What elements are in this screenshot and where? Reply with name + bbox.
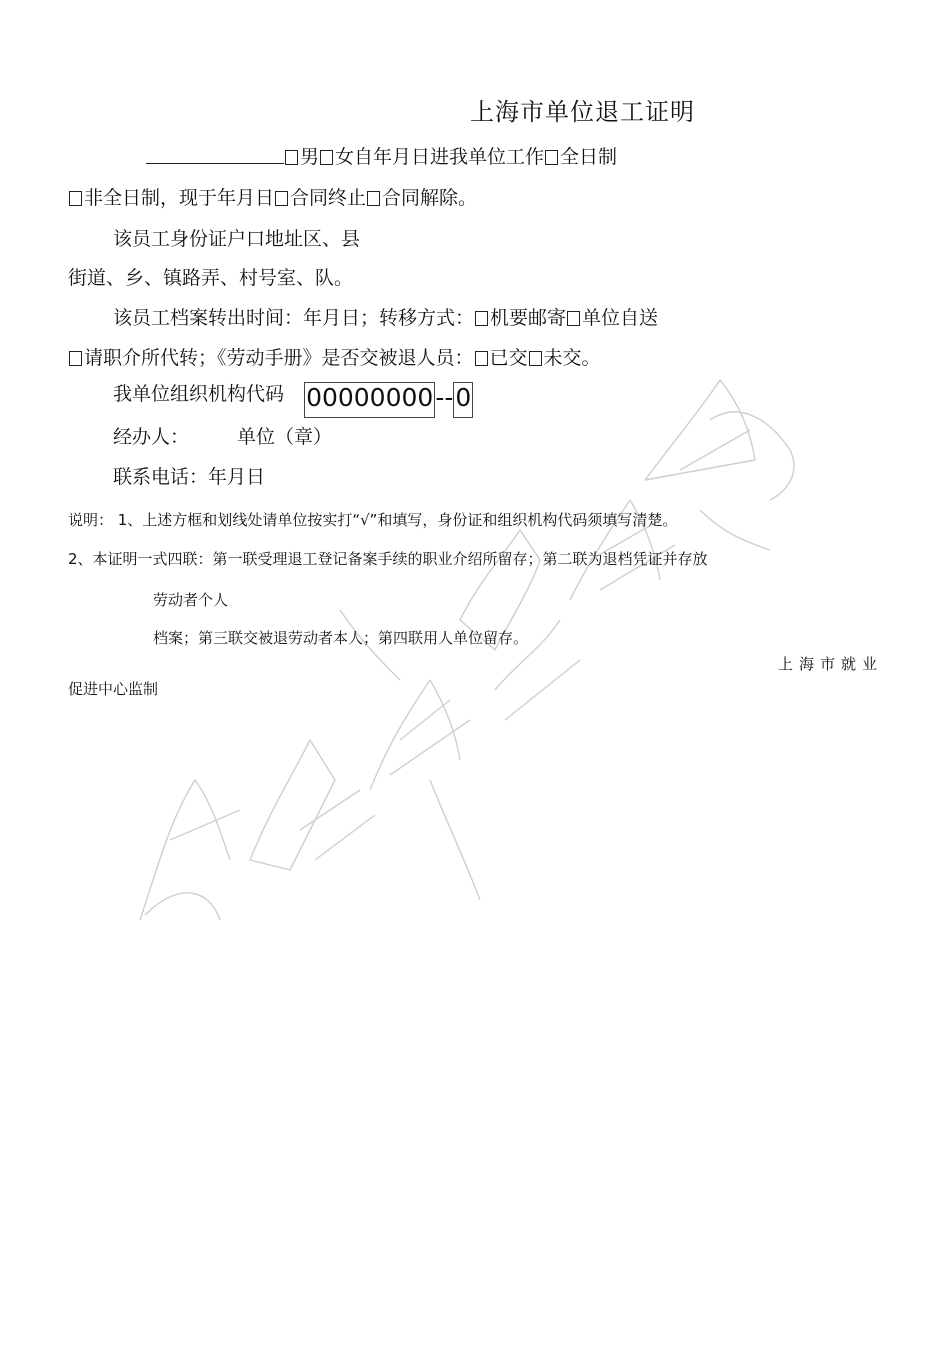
- part-time-checkbox[interactable]: [69, 191, 82, 206]
- note-2-cont-b: [153, 628, 528, 648]
- confidential-mail-label: 机要邮寄: [490, 307, 567, 329]
- handler-label: 经办人：: [113, 426, 190, 448]
- unit-seal-label: 单位（章）: [237, 426, 333, 448]
- full-time-checkbox[interactable]: [545, 150, 558, 165]
- note-2-cont-b-text: 档案；第三联交被退劳动者本人；第四联用人单位留存。: [153, 629, 529, 647]
- part-time-text: 非全日制，现于年月日: [84, 187, 275, 209]
- not-handed-label: 未交。: [543, 347, 601, 369]
- male-label: 男: [300, 146, 320, 168]
- note-2-cont-a: [153, 590, 228, 610]
- note-2: [68, 549, 708, 569]
- line-address: [113, 227, 360, 251]
- start-date-text: 女自年月日进我单位工作: [335, 146, 545, 168]
- line-org-code: [113, 382, 473, 418]
- line-contract-end: [68, 186, 477, 210]
- note-2-text: 2、本证明一式四联：第一联受理退工登记备案手续的职业介绍所留存；第二联为退档凭证并存放: [68, 550, 708, 568]
- not-handed-checkbox[interactable]: [529, 351, 542, 366]
- name-blank[interactable]: [146, 145, 284, 164]
- line-archive-transfer: [113, 306, 658, 330]
- issuer-text-a: 上海市就业: [778, 655, 884, 673]
- address-detail-text: 街道、乡、镇路弄、村号室、队。: [68, 267, 354, 289]
- address-text: 该员工身份证户口地址区、县: [113, 228, 361, 250]
- org-code-field[interactable]: 00000000: [304, 382, 435, 418]
- page-title: [470, 97, 695, 127]
- line-address-detail: [68, 266, 353, 290]
- unit-deliver-checkbox[interactable]: [567, 311, 580, 326]
- female-checkbox[interactable]: [320, 150, 333, 165]
- full-time-label: 全日制: [560, 146, 618, 168]
- note-2-cont-a-text: 劳动者个人: [153, 591, 229, 609]
- contract-end-checkbox[interactable]: [275, 191, 288, 206]
- note-1: [68, 510, 677, 530]
- org-code-label: 我单位组织机构代码: [113, 383, 285, 405]
- agency-transfer-checkbox[interactable]: [69, 351, 82, 366]
- note-1-text: 说明： 1、上述方框和划线处请单位按实打“√”和填写，身份证和组织机构代码须填写清楚。: [68, 511, 678, 529]
- line-phone: [113, 465, 265, 489]
- issuer-text-b: 促进中心监制: [68, 680, 159, 698]
- contract-terminate-checkbox[interactable]: [367, 191, 380, 206]
- line-gender-start: [146, 145, 617, 169]
- unit-deliver-label: 单位自送: [582, 307, 659, 329]
- archive-transfer-text: 该员工档案转出时间：年月日；转移方式：: [113, 307, 475, 329]
- contract-terminate-label: 合同解除。: [382, 187, 478, 209]
- handed-over-label: 已交: [489, 347, 528, 369]
- labor-handbook-text: 请职介所代转；《劳动手册》是否交被退人员：: [84, 347, 474, 369]
- org-code-check-field[interactable]: 0: [453, 382, 473, 418]
- male-checkbox[interactable]: [285, 150, 298, 165]
- confidential-mail-checkbox[interactable]: [475, 311, 488, 326]
- handed-over-checkbox[interactable]: [475, 351, 488, 366]
- line-labor-handbook: [68, 346, 601, 370]
- issuer-line-1: [778, 654, 883, 674]
- page-title-text: 上海市单位退工证明: [470, 98, 695, 126]
- phone-label: 联系电话：年月日: [113, 466, 266, 488]
- line-handler: [113, 425, 332, 449]
- issuer-line-2: [68, 679, 158, 699]
- org-code-separator: --: [435, 383, 454, 412]
- contract-end-label: 合同终止: [290, 187, 367, 209]
